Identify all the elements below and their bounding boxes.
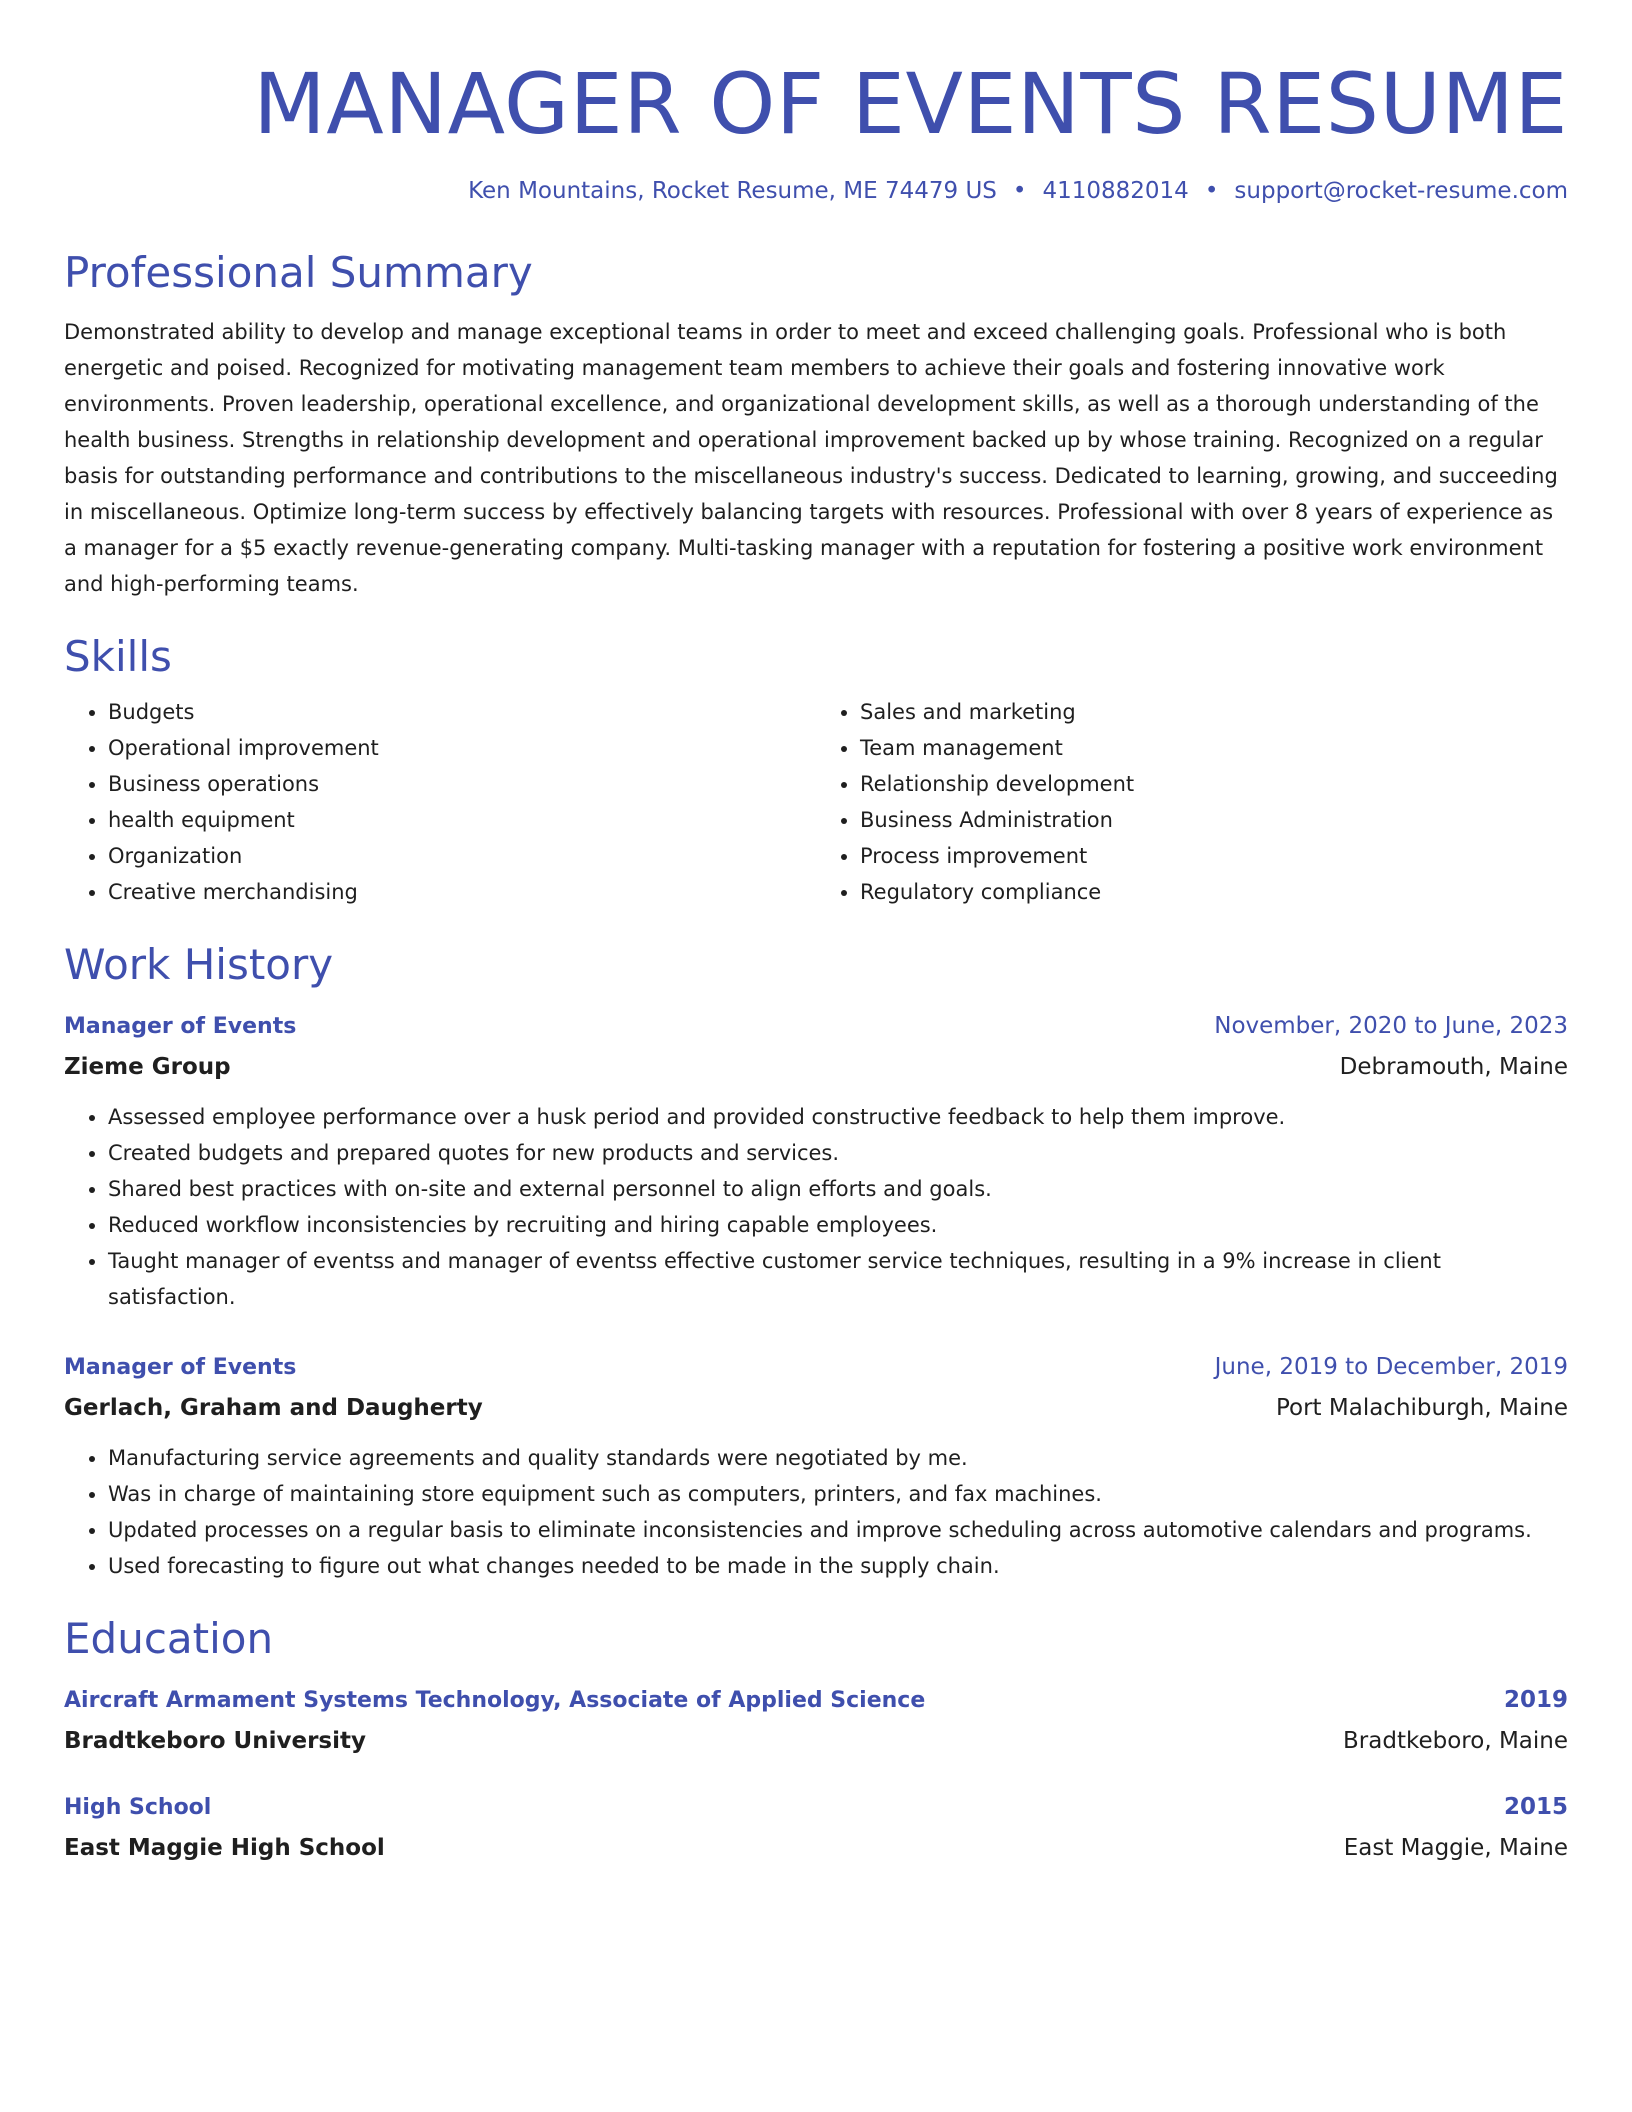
education-section: [64, 1614, 1568, 1866]
job-dates: November, 2020 to June, 2023: [1214, 1013, 1568, 1039]
job-location: Debramouth, Maine: [1339, 1054, 1568, 1080]
skills-list-right: [816, 694, 1568, 910]
skill-item: • Organization: [108, 838, 816, 874]
skills-heading: Skills: [64, 632, 172, 681]
skill-item: • Operational improvement: [108, 730, 816, 766]
job-bullets: [64, 1099, 1568, 1315]
job-company: Gerlach, Graham and Daugherty: [64, 1395, 483, 1421]
job-bullet: • Created budgets and prepared quotes for new products and services.: [108, 1135, 1568, 1171]
contact-phone: 4110882014: [1042, 178, 1189, 204]
skill-item: • Sales and marketing: [860, 694, 1568, 730]
education-heading: Education: [64, 1614, 274, 1663]
job-bullet: • Reduced workflow inconsistencies by recruiting and hiring capable employees.: [108, 1207, 1568, 1243]
education-degree: High School: [64, 1795, 212, 1820]
skill-item: • Regulatory compliance: [860, 874, 1568, 910]
job-company: Zieme Group: [64, 1054, 231, 1080]
education-year: 2015: [1503, 1794, 1568, 1820]
summary-text: Demonstrated ability to develop and manage exceptional teams in order to meet and exceed challenging goals. Professional who is both energetic and poised. Recognized for motivating management team members to achieve their goals and fostering innovative work environments. Proven leadership, operational excellence, and organizational development skills, as well as a thorough understanding of the health business. Strengths in relationship development and operational improvement backed up by whose training. Recognized on a regular basis for outstanding performance and contributions to the miscellaneous industry's success. Dedicated to learning, growing, and succeeding in miscellaneous. Optimize long-term success by effectively balancing targets with resources. Professional with over 8 years of experience as a manager for a $5 exactly revenue-generating company. Multi-tasking manager with a reputation for fostering a positive work environment and high-performing teams.: [64, 320, 1558, 596]
job-bullet: • Used forecasting to figure out what changes needed to be made in the supply chain.: [108, 1548, 1568, 1584]
job-bullet: • Manufacturing service agreements and quality standards were negotiated by me.: [108, 1440, 1568, 1476]
contact-line: [64, 176, 1568, 206]
resume-title: MANAGER OF EVENTS RESUME: [253, 55, 1568, 153]
skill-item: • Creative merchandising: [108, 874, 816, 910]
skill-item: • Budgets: [108, 694, 816, 730]
job-entry: [64, 1008, 1568, 1315]
skill-item: • Process improvement: [860, 838, 1568, 874]
summary-section: [64, 248, 1568, 602]
resume-page: [64, 0, 1568, 1866]
job-bullets: [64, 1440, 1568, 1584]
education-location: Bradtkeboro, Maine: [1343, 1728, 1568, 1754]
job-bullet: • Was in charge of maintaining store equipment such as computers, printers, and fax machines.: [108, 1476, 1568, 1512]
education-degree: Aircraft Armament Systems Technology, Associate of Applied Science: [64, 1688, 926, 1713]
contact-separator: •: [1204, 178, 1219, 204]
education-entry: [64, 1682, 1568, 1759]
job-location: Port Malachiburgh, Maine: [1275, 1395, 1568, 1421]
skill-item: • Business Administration: [860, 802, 1568, 838]
education-school: Bradtkeboro University: [64, 1728, 366, 1754]
contact-email: support@rocket-resume.com: [1234, 178, 1568, 204]
skill-item: • Business operations: [108, 766, 816, 802]
contact-separator: •: [1012, 178, 1027, 204]
summary-heading: Professional Summary: [64, 248, 533, 297]
job-bullet: • Shared best practices with on-site and external personnel to align efforts and goals.: [108, 1171, 1568, 1207]
skills-columns: [64, 694, 1568, 910]
education-entry: [64, 1789, 1568, 1866]
skill-item: • Team management: [860, 730, 1568, 766]
skill-item: • health equipment: [108, 802, 816, 838]
job-dates: June, 2019 to December, 2019: [1214, 1354, 1568, 1380]
education-year: 2019: [1503, 1687, 1568, 1713]
skills-section: [64, 632, 1568, 910]
skills-list-left: [64, 694, 816, 910]
job-entry: [64, 1349, 1568, 1584]
contact-address: Ken Mountains, Rocket Resume, ME 74479 US: [468, 178, 997, 204]
skill-item: • Relationship development: [860, 766, 1568, 802]
work-history-heading: Work History: [64, 940, 334, 989]
job-bullet: • Updated processes on a regular basis to eliminate inconsistencies and improve scheduling across automotive calendars and programs.: [108, 1512, 1568, 1548]
work-history-section: [64, 940, 1568, 1584]
education-school: East Maggie High School: [64, 1835, 385, 1861]
job-bullet: • Assessed employee performance over a husk period and provided constructive feedback to help them improve.: [108, 1099, 1568, 1135]
education-location: East Maggie, Maine: [1343, 1835, 1568, 1861]
job-bullet: • Taught manager of eventss and manager of eventss effective customer service techniques, resulting in a 9% increase in client satisfaction.: [108, 1243, 1568, 1315]
job-role: Manager of Events: [64, 1014, 297, 1039]
job-role: Manager of Events: [64, 1355, 297, 1380]
